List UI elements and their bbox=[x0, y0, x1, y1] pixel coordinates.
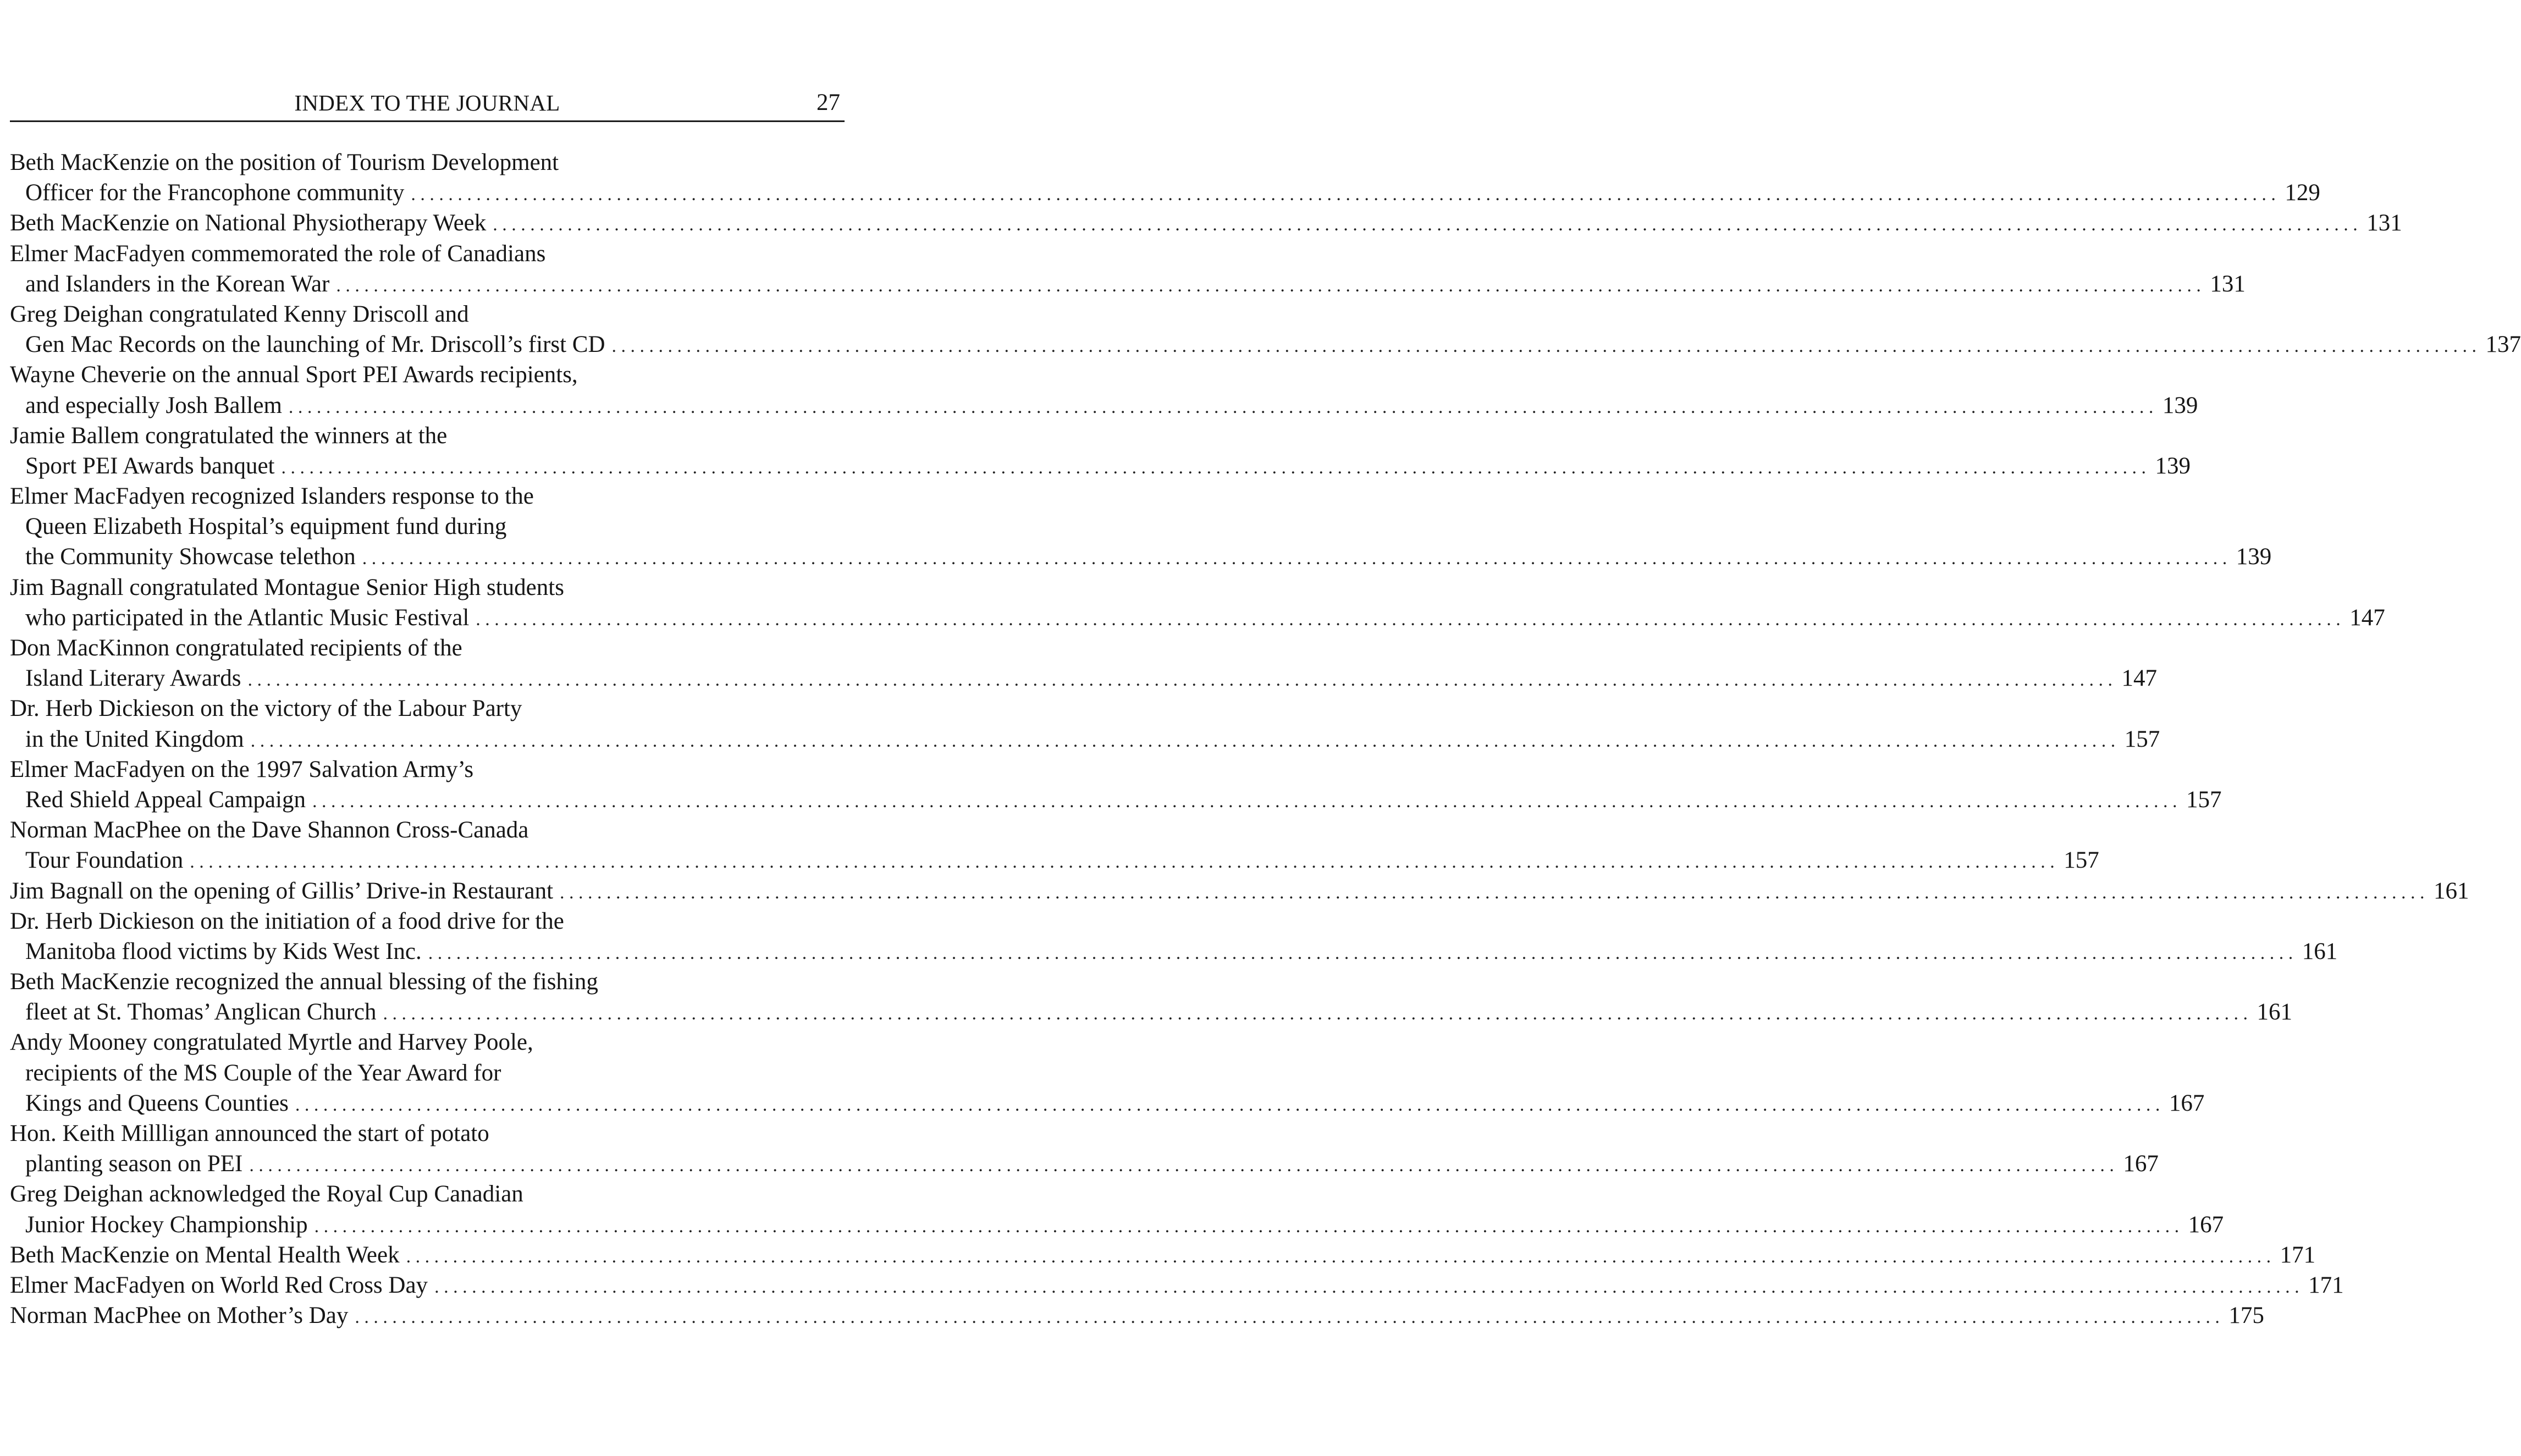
index-entry-line bbox=[10, 693, 845, 724]
header-rule bbox=[10, 120, 845, 122]
index-entry-line bbox=[10, 1088, 2205, 1118]
index-entry-line bbox=[10, 1240, 2316, 1270]
entry-page-number: 161 bbox=[2257, 999, 2292, 1025]
entry-page-number: 131 bbox=[2366, 210, 2402, 236]
dot-leader: ........................................................................................................................................................................................................ bbox=[493, 214, 2363, 235]
index-entry-line bbox=[10, 572, 845, 603]
entry-page-number: 171 bbox=[2280, 1242, 2316, 1268]
entry-page-number: 167 bbox=[2169, 1090, 2205, 1116]
dot-leader: ........................................................................................................................................................................................................ bbox=[355, 1307, 2225, 1328]
entry-text: Sport PEI Awards banquet bbox=[25, 453, 275, 479]
entry-text: Jamie Ballem congratulated the winners at the bbox=[10, 422, 448, 449]
entry-page-number: 175 bbox=[2228, 1303, 2264, 1329]
entry-text: Norman MacPhee on the Dave Shannon Cross-Canada bbox=[10, 817, 529, 843]
index-entry-line bbox=[10, 542, 2272, 572]
index-entry-line bbox=[10, 481, 845, 511]
index-entry-line bbox=[10, 845, 2099, 875]
entry-text: Manitoba flood victims by Kids West Inc. bbox=[25, 938, 422, 964]
entry-page-number: 147 bbox=[2121, 665, 2157, 692]
entry-text: Jim Bagnall congratulated Montague Senior High students bbox=[10, 574, 564, 600]
index-entry-line bbox=[10, 1179, 845, 1209]
dot-leader: ........................................................................................................................................................................................................ bbox=[190, 852, 2060, 873]
index-entry bbox=[10, 481, 2272, 572]
entry-text: who participated in the Atlantic Music Festival bbox=[25, 604, 470, 631]
index-entry-line bbox=[10, 754, 845, 785]
entry-text: Elmer MacFadyen commemorated the role of Canadians bbox=[10, 240, 546, 267]
index-entries bbox=[10, 147, 2521, 1331]
entry-page-number: 161 bbox=[2434, 878, 2469, 904]
index-entry-line bbox=[10, 390, 2198, 421]
index-entry-line bbox=[10, 967, 845, 997]
running-header bbox=[10, 87, 845, 119]
index-entry bbox=[10, 1270, 2344, 1300]
index-entry-line bbox=[10, 633, 845, 663]
entry-text: Kings and Queens Counties bbox=[25, 1090, 289, 1116]
dot-leader: ........................................................................................................................................................................................................ bbox=[434, 1276, 2304, 1297]
index-entry-line bbox=[10, 1300, 2264, 1331]
entry-text: Beth MacKenzie on the position of Tourism Development bbox=[10, 150, 559, 175]
index-entry-line bbox=[10, 451, 2191, 481]
header-page-number: 27 bbox=[817, 90, 840, 115]
dot-leader: ........................................................................................................................................................................................................ bbox=[336, 275, 2206, 296]
index-entry-line bbox=[10, 178, 2320, 208]
entry-page-number: 139 bbox=[2155, 453, 2191, 479]
index-entry-line bbox=[10, 815, 845, 845]
index-entry-line bbox=[10, 876, 2469, 906]
dot-leader: ........................................................................................................................................................................................................ bbox=[411, 184, 2281, 205]
entry-text: fleet at St. Thomas’ Anglican Church bbox=[25, 999, 377, 1025]
dot-leader: ........................................................................................................................................................................................................ bbox=[428, 942, 2298, 963]
dot-leader: ........................................................................................................................................................................................................ bbox=[362, 548, 2232, 569]
entry-text: Norman MacPhee on Mother’s Day bbox=[10, 1303, 349, 1329]
entry-text: Tour Foundation bbox=[25, 847, 184, 874]
dot-leader: ........................................................................................................................................................................................................ bbox=[314, 1216, 2184, 1237]
index-entry bbox=[10, 754, 2222, 815]
index-entry-line bbox=[10, 724, 2160, 754]
index-entry-line bbox=[10, 603, 2385, 633]
entry-text: Red Shield Appeal Campaign bbox=[25, 786, 306, 813]
index-entry-line bbox=[10, 299, 845, 329]
entry-text: in the United Kingdom bbox=[25, 726, 244, 752]
entry-text: Andy Mooney congratulated Myrtle and Harvey Poole, bbox=[10, 1029, 533, 1056]
dot-leader: ........................................................................................................................................................................................................ bbox=[312, 791, 2182, 812]
entry-text: Queen Elizabeth Hospital’s equipment fund during bbox=[25, 514, 507, 540]
index-entry bbox=[10, 208, 2402, 238]
entry-text: planting season on PEI bbox=[25, 1151, 243, 1177]
index-entry bbox=[10, 633, 2157, 693]
dot-leader: ........................................................................................................................................................................................................ bbox=[476, 609, 2346, 630]
entry-page-number: 157 bbox=[2124, 726, 2160, 752]
index-entry-line bbox=[10, 1149, 2159, 1179]
dot-leader: ........................................................................................................................................................................................................ bbox=[560, 882, 2430, 903]
entry-text: Greg Deighan congratulated Kenny Driscoll and bbox=[10, 301, 469, 327]
entry-page-number: 167 bbox=[2123, 1151, 2159, 1177]
entry-page-number: 157 bbox=[2064, 847, 2099, 874]
index-entry-line bbox=[10, 663, 2157, 693]
index-entry bbox=[10, 1027, 2205, 1118]
dot-leader: ........................................................................................................................................................................................................ bbox=[611, 336, 2481, 357]
index-entry-line bbox=[10, 1027, 845, 1057]
index-entry-line bbox=[10, 997, 2292, 1027]
index-entry bbox=[10, 572, 2385, 633]
index-entry-line bbox=[10, 329, 2521, 360]
entry-page-number: 129 bbox=[2285, 180, 2320, 206]
index-entry bbox=[10, 876, 2469, 906]
dot-leader: ........................................................................................................................................................................................................ bbox=[250, 730, 2120, 751]
entry-text: Island Literary Awards bbox=[25, 665, 241, 692]
index-entry bbox=[10, 1118, 2159, 1179]
index-entry bbox=[10, 1240, 2316, 1270]
index-entry bbox=[10, 360, 2198, 420]
entry-page-number: 171 bbox=[2308, 1272, 2344, 1298]
entry-text: Dr. Herb Dickieson on the victory of the Labour Party bbox=[10, 696, 522, 722]
entry-text: Wayne Cheverie on the annual Sport PEI Awards recipients, bbox=[10, 362, 578, 388]
index-entry-line bbox=[10, 208, 2402, 238]
index-entry bbox=[10, 693, 2160, 754]
index-entry-line bbox=[10, 785, 2222, 815]
entry-page-number: 131 bbox=[2210, 271, 2246, 297]
entry-text: the Community Showcase telethon bbox=[25, 544, 356, 570]
dot-leader: ........................................................................................................................................................................................................ bbox=[295, 1094, 2165, 1115]
index-entry bbox=[10, 147, 2320, 208]
entry-text: Gen Mac Records on the launching of Mr. Driscoll’s first CD bbox=[25, 332, 605, 358]
index-entry-line bbox=[10, 360, 845, 390]
index-entry bbox=[10, 906, 2338, 967]
entry-text: Hon. Keith Millligan announced the start of potato bbox=[10, 1121, 489, 1146]
index-entry-line bbox=[10, 147, 845, 178]
entry-text: Elmer MacFadyen recognized Islanders response to the bbox=[10, 483, 534, 510]
entry-text: Officer for the Francophone community bbox=[25, 180, 405, 206]
dot-leader: ........................................................................................................................................................................................................ bbox=[247, 670, 2117, 691]
entry-text: Jim Bagnall on the opening of Gillis’ Drive-in Restaurant bbox=[10, 878, 554, 904]
index-entry bbox=[10, 967, 2292, 1027]
entry-text: Junior Hockey Championship bbox=[25, 1211, 308, 1238]
index-entry bbox=[10, 299, 2521, 360]
index-entry bbox=[10, 815, 2099, 875]
entry-text: Don MacKinnon congratulated recipients of the bbox=[10, 635, 462, 661]
dot-leader: ........................................................................................................................................................................................................ bbox=[383, 1003, 2253, 1024]
index-entry-line bbox=[10, 906, 845, 936]
index-entry-line bbox=[10, 1210, 2224, 1240]
dot-leader: ........................................................................................................................................................................................................ bbox=[281, 457, 2151, 478]
entry-text: Beth MacKenzie recognized the annual blessing of the fishing bbox=[10, 969, 598, 995]
entry-page-number: 147 bbox=[2349, 604, 2385, 631]
entry-page-number: 161 bbox=[2302, 938, 2338, 964]
index-entry bbox=[10, 239, 2246, 299]
entry-text: recipients of the MS Couple of the Year Award for bbox=[25, 1060, 501, 1086]
entry-text: and especially Josh Ballem bbox=[25, 392, 282, 418]
entry-page-number: 167 bbox=[2188, 1211, 2224, 1238]
entry-text: Elmer MacFadyen on the 1997 Salvation Army’s bbox=[10, 756, 474, 782]
index-entry-line bbox=[10, 936, 2338, 967]
index-entry-line bbox=[10, 511, 845, 542]
index-entry-line bbox=[10, 1118, 845, 1149]
dot-leader: ........................................................................................................................................................................................................ bbox=[249, 1155, 2119, 1176]
entry-page-number: 157 bbox=[2186, 786, 2222, 813]
entry-text: Beth MacKenzie on Mental Health Week bbox=[10, 1242, 400, 1268]
index-entry-line bbox=[10, 1270, 2344, 1300]
entry-text: and Islanders in the Korean War bbox=[25, 271, 330, 297]
entry-text: Greg Deighan acknowledged the Royal Cup Canadian bbox=[10, 1181, 523, 1207]
entry-page-number: 137 bbox=[2485, 332, 2521, 358]
dot-leader: ........................................................................................................................................................................................................ bbox=[288, 396, 2158, 417]
dot-leader: ........................................................................................................................................................................................................ bbox=[406, 1246, 2276, 1267]
index-entry-line bbox=[10, 239, 845, 269]
entry-page-number: 139 bbox=[2236, 544, 2272, 570]
index-entry-line bbox=[10, 421, 845, 451]
entry-text: Beth MacKenzie on National Physiotherapy Week bbox=[10, 210, 487, 236]
entry-page-number: 139 bbox=[2162, 392, 2198, 418]
index-entry bbox=[10, 1300, 2264, 1331]
index-entry-line bbox=[10, 1058, 845, 1088]
header-title: INDEX TO THE JOURNAL bbox=[294, 90, 560, 115]
index-entry bbox=[10, 1179, 2224, 1239]
entry-text: Elmer MacFadyen on World Red Cross Day bbox=[10, 1272, 428, 1298]
entry-text: Dr. Herb Dickieson on the initiation of a food drive for the bbox=[10, 908, 564, 934]
index-entry-line bbox=[10, 269, 2246, 299]
index-entry bbox=[10, 421, 2191, 481]
